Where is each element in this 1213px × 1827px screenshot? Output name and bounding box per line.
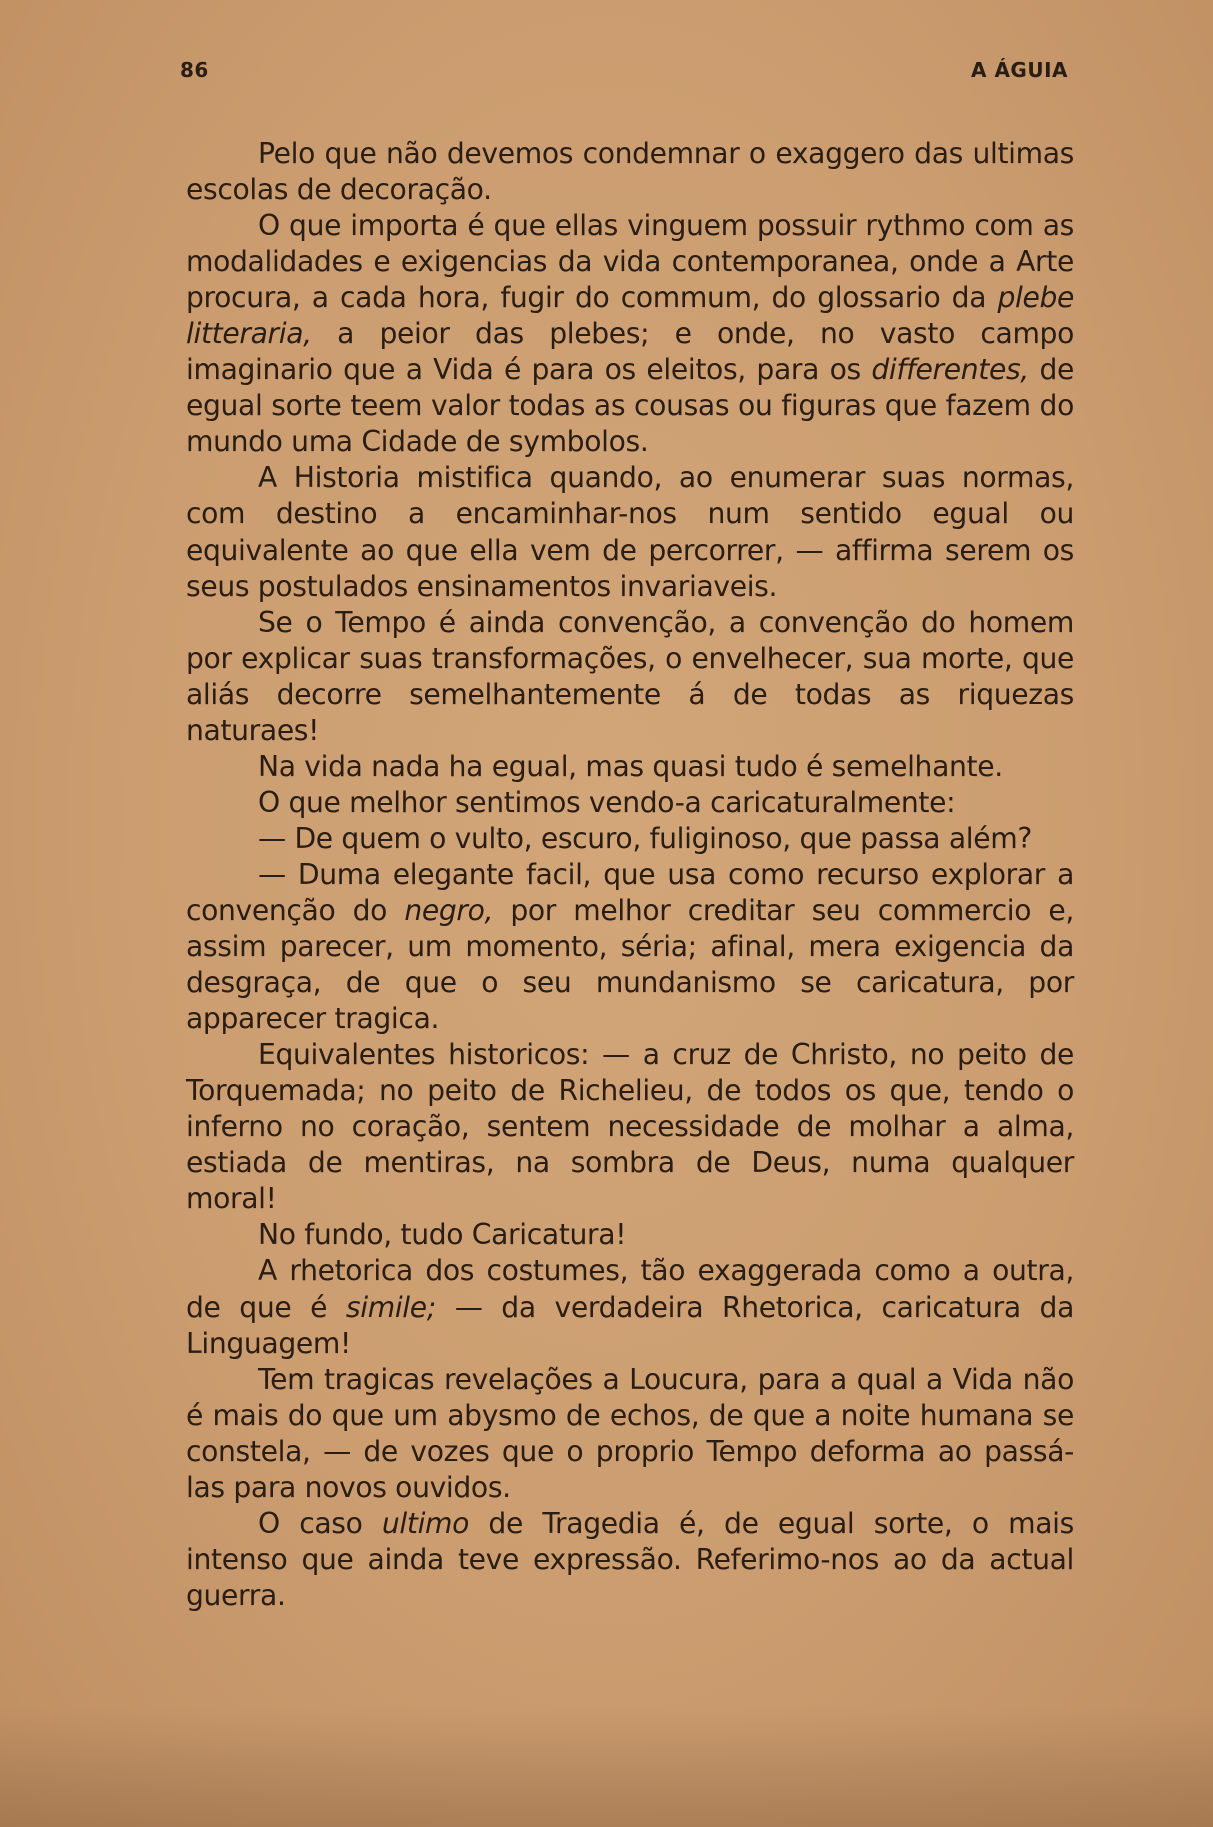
paragraph: Equivalentes historicos: — a cruz de Christo, no peito de Torquemada; no peito de Richelieu, de todos os que, tendo o inferno no coração, sentem necessidade de molhar a alma, estiada de mentiras, na sombra de Deus, numa qualquer moral! <box>186 1038 1074 1216</box>
paragraph <box>186 857 1074 1037</box>
page-body <box>186 136 1074 1614</box>
italic-run: simile; <box>345 1290 436 1324</box>
text-run: de Tragedia é, de egual sorte, o mais intenso que ainda teve expressão. Referimo-nos ao da actual guerra. <box>186 1506 1075 1612</box>
italic-run: differentes, <box>871 353 1029 387</box>
text-run: O caso <box>258 1506 382 1540</box>
paragraph: Se o Tempo é ainda convenção, a convenção do homem por explicar suas transformações, o envelhecer, sua morte, que aliás decorre semelhantemente á de todas as riquezas naturaes! <box>186 605 1074 747</box>
text-run: por melhor creditar seu commercio e, assim parecer, um momento, séria; afinal, mera exigencia da desgraça, de que o seu mundanismo se caricatura, por apparecer tragica. <box>186 893 1074 1036</box>
text-run: a peior das plebes; e onde, no vasto campo imaginario que a Vida é para os eleitos, para os <box>186 317 1074 387</box>
paragraph: Na vida nada ha egual, mas quasi tudo é semelhante. <box>258 749 1003 783</box>
paragraph: Tem tragicas revelações a Loucura, para a qual a Vida não é mais do que um abysmo de echos, de que a noite humana se constela, — de vozes que o proprio Tempo deforma ao passá-las para novos ouvidos. <box>186 1362 1074 1504</box>
italic-run: ultimo <box>381 1506 470 1540</box>
text-run: A rhetorica dos costumes, tão exaggerada como a outra, de que é <box>186 1254 1074 1324</box>
paragraph <box>186 1253 1074 1361</box>
paragraph: A Historia mistifica quando, ao enumerar suas normas, com destino a encaminhar-nos num sentido egual ou equivalente ao que ella vem de percorrer, — affirma serem os seus postulados ensinamentos invariaveis. <box>186 461 1074 603</box>
text-run: O que importa é que ellas vinguem possuir rythmo com as modalidades e exigencias da vida contemporanea, onde a Arte procura, a cada hora, fugir do commum, do glossario da <box>186 209 1074 315</box>
text-run: de egual sorte teem valor todas as cousas ou figuras que fazem do mundo uma Cidade de symbolos. <box>186 353 1074 459</box>
running-title: A ÁGUIA <box>971 58 1068 82</box>
running-header <box>180 58 1068 88</box>
italic-run: negro, <box>404 893 494 927</box>
paragraph: No fundo, tudo Caricatura! <box>258 1218 627 1252</box>
text-run: — Duma elegante facil, que usa como recurso explorar a convenção do <box>186 857 1074 927</box>
paragraph: — De quem o vulto, escuro, fuliginoso, que passa além? <box>258 821 1032 855</box>
paragraph <box>186 1506 1074 1614</box>
page-number: 86 <box>180 58 209 82</box>
paragraph: O que melhor sentimos vendo-a caricaturalmente: <box>258 785 956 819</box>
paragraph <box>186 208 1074 460</box>
italic-run: plebe litteraria, <box>186 281 1074 351</box>
paragraph: Pelo que não devemos condemnar o exaggero das ultimas escolas de decoração. <box>186 137 1074 207</box>
page-stain <box>0 1707 1213 1827</box>
text-run: — da verdadeira Rhetorica, caricatura da Linguagem! <box>186 1290 1074 1360</box>
